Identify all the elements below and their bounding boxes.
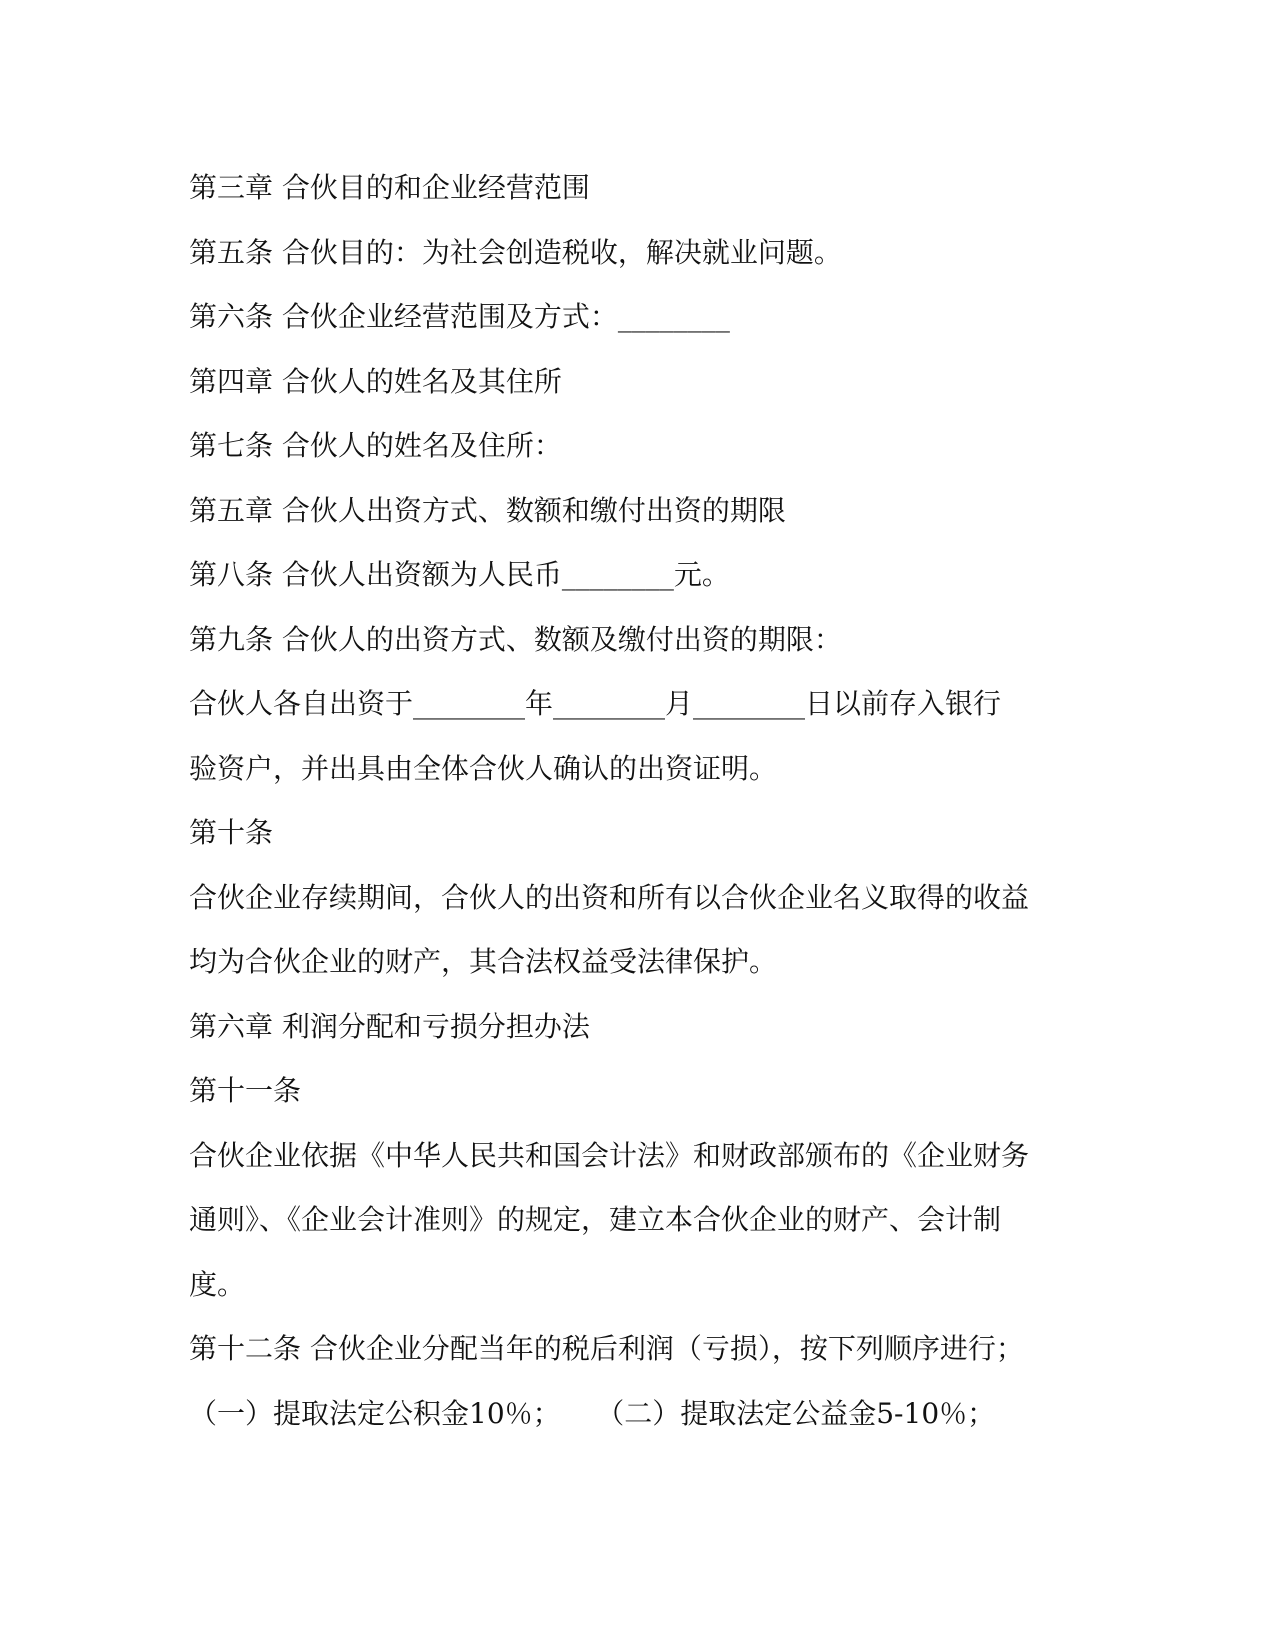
- article-8: 第八条 合伙人出资额为人民币________元。: [189, 558, 730, 591]
- document-body: [189, 156, 1089, 1446]
- article-10-text-line-1: 合伙企业存续期间，合伙人的出资和所有以合伙企业名义取得的收益: [189, 880, 1030, 914]
- article-11-text-line-1: 合伙企业依据《中华人民共和国会计法》和财政部颁布的《企业财务: [189, 1138, 1030, 1172]
- article-10-heading: 第十条: [189, 816, 274, 849]
- article-12-items: （一）提取法定公积金10％； （二）提取法定公益金5-10％；: [189, 1396, 996, 1430]
- article-9: 第九条 合伙人的出资方式、数额及缴付出资的期限：: [189, 622, 842, 656]
- chapter-3-heading: 第三章 合伙目的和企业经营范围: [189, 171, 590, 204]
- article-5: 第五条 合伙目的：为社会创造税收，解决就业问题。: [189, 235, 842, 269]
- article-11-heading: 第十一条: [189, 1074, 302, 1107]
- chapter-4-heading: 第四章 合伙人的姓名及其住所: [189, 364, 562, 398]
- article-9-text-line-1: 合伙人各自出资于________年________月________日以前存入银行: [189, 687, 1002, 720]
- article-10-text-line-2: 均为合伙企业的财产，其合法权益受法律保护。: [189, 945, 778, 978]
- article-11-text-line-3: 度。: [189, 1267, 246, 1301]
- article-6: 第六条 合伙企业经营范围及方式：________: [189, 300, 730, 333]
- article-9-text-line-2: 验资户，并出具由全体合伙人确认的出资证明。: [189, 751, 778, 785]
- chapter-5-heading: 第五章 合伙人出资方式、数额和缴付出资的期限: [189, 493, 786, 527]
- article-7: 第七条 合伙人的姓名及住所：: [189, 429, 562, 462]
- chapter-6-heading: 第六章 利润分配和亏损分担办法: [189, 1009, 590, 1043]
- article-12: 第十二条 合伙企业分配当年的税后利润（亏损），按下列顺序进行；: [189, 1332, 1024, 1365]
- article-11-text-line-2: 通则》、《企业会计准则》的规定，建立本合伙企业的财产、会计制: [189, 1203, 1002, 1236]
